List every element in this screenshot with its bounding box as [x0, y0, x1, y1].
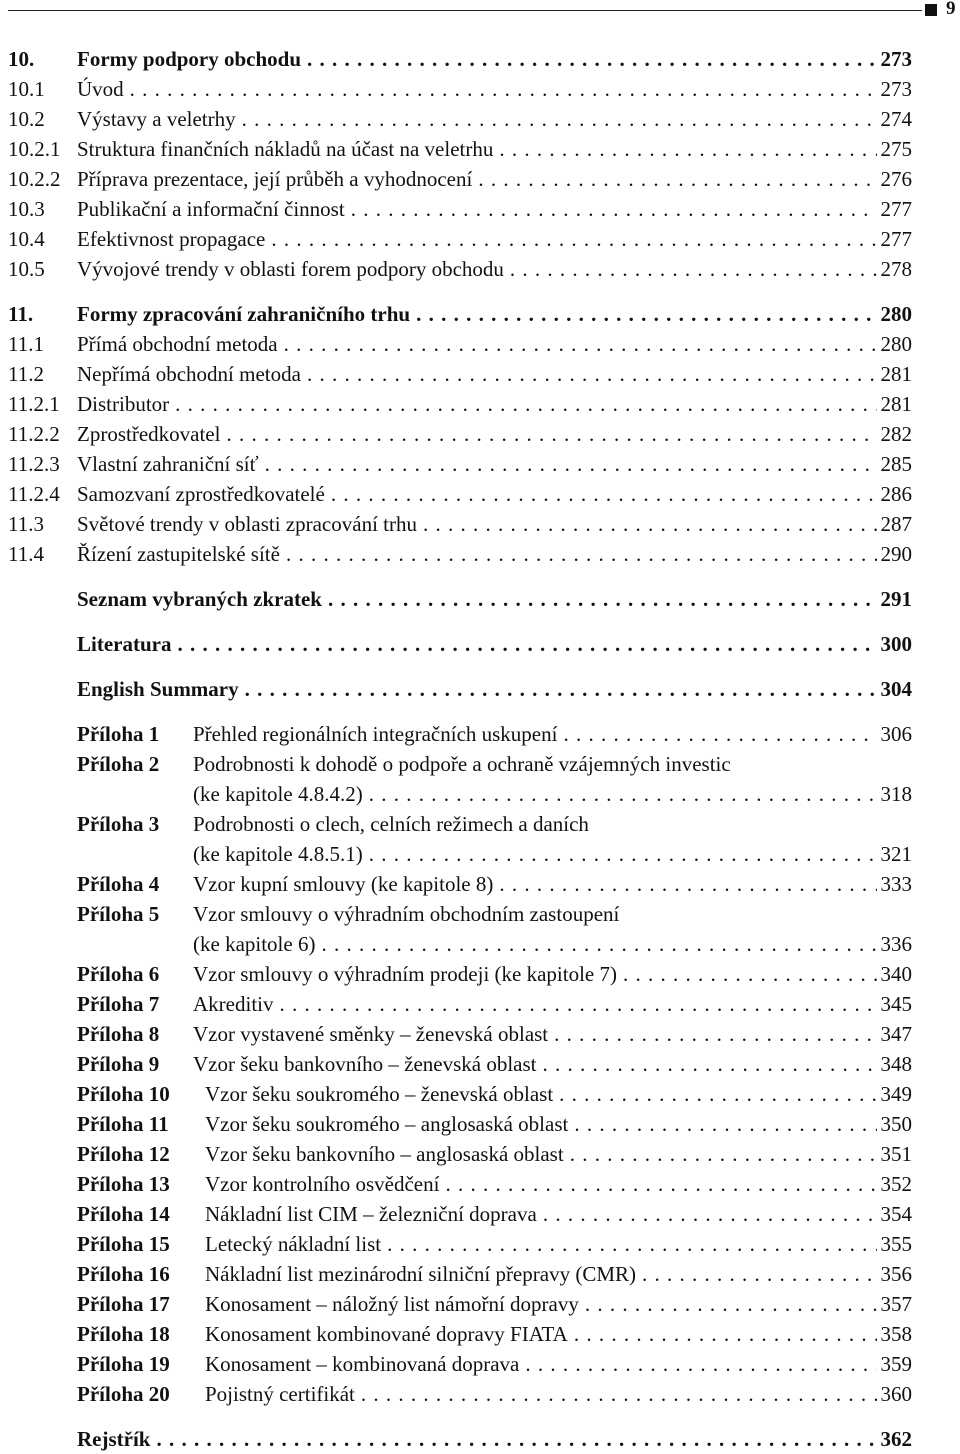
toc-title: Struktura finančních nákladů na účast na veletrhu: [77, 137, 494, 161]
annex-title: Podrobnosti k dohodě o podpoře a ochraně vzájemných investic: [193, 752, 731, 776]
toc-title: Rejstřík: [77, 1427, 151, 1451]
leader-dots: [286, 539, 877, 569]
annex-label: Příloha 4: [77, 872, 160, 896]
toc-page: 355: [880, 1232, 912, 1256]
annex-label: Příloha 2: [77, 752, 160, 776]
toc-annex-5[interactable]: [8, 899, 912, 929]
toc-page: 277: [880, 197, 912, 221]
toc-item[interactable]: [8, 224, 912, 254]
leader-dots: [559, 1079, 876, 1109]
toc-num: 10.: [8, 47, 35, 71]
annex-label: Příloha 19: [77, 1352, 170, 1376]
toc-page: 321: [880, 842, 912, 866]
toc-num: 10.3: [8, 197, 45, 221]
annex-label: Příloha 14: [77, 1202, 170, 1226]
toc-title: Zprostředkovatel: [77, 422, 221, 446]
toc-item[interactable]: [8, 164, 912, 194]
toc-page: 273: [880, 47, 912, 71]
toc-page: 285: [880, 452, 912, 476]
annex-label: Příloha 13: [77, 1172, 170, 1196]
toc-page: 352: [880, 1172, 912, 1196]
toc-page: 281: [880, 362, 912, 386]
toc-annex-6[interactable]: [8, 959, 912, 989]
leader-dots: [642, 1259, 877, 1289]
toc-item[interactable]: [8, 104, 912, 134]
toc-page: 357: [880, 1292, 912, 1316]
toc-page: 300: [880, 632, 912, 656]
toc-num: 11.2: [8, 362, 44, 386]
page-number: 9: [946, 0, 956, 19]
toc-annex-8[interactable]: [8, 1019, 912, 1049]
toc-page: 336: [880, 932, 912, 956]
table-of-contents: [8, 44, 912, 1454]
annex-title: Nákladní list mezinárodní silniční přepravy (CMR): [205, 1262, 636, 1286]
leader-dots: [478, 164, 876, 194]
toc-annex-9[interactable]: [8, 1049, 912, 1079]
toc-item[interactable]: [8, 134, 912, 164]
annex-label: Příloha 8: [77, 1022, 160, 1046]
toc-title: Vývojové trendy v oblasti forem podpory obchodu: [77, 257, 504, 281]
toc-annex-7[interactable]: [8, 989, 912, 1019]
toc-num: 11.2.4: [8, 482, 60, 506]
toc-page: 345: [880, 992, 912, 1016]
toc-abbreviations[interactable]: [8, 584, 912, 614]
toc-title: Formy zpracování zahraničního trhu: [77, 302, 411, 326]
toc-annex-19[interactable]: [8, 1349, 912, 1379]
leader-dots: [361, 1379, 877, 1409]
toc-annex-1[interactable]: [8, 719, 912, 749]
leader-dots: [585, 1289, 877, 1319]
toc-item[interactable]: [8, 419, 912, 449]
toc-title: Formy podpory obchodu: [77, 47, 302, 71]
toc-item[interactable]: [8, 74, 912, 104]
toc-title: Řízení zastupitelské sítě: [77, 542, 280, 566]
leader-dots: [423, 509, 877, 539]
toc-title: Samozvaní zprostředkovatelé: [77, 482, 325, 506]
leader-dots: [307, 359, 877, 389]
header-rule: [8, 10, 922, 11]
leader-dots: [499, 869, 876, 899]
toc-page: 278: [880, 257, 912, 281]
toc-annex-20[interactable]: [8, 1379, 912, 1409]
leader-dots: [499, 134, 876, 164]
toc-chapter-10[interactable]: [8, 44, 912, 74]
annex-label: Příloha 1: [77, 722, 160, 746]
toc-item[interactable]: [8, 254, 912, 284]
toc-item[interactable]: [8, 389, 912, 419]
toc-annex-10[interactable]: [8, 1079, 912, 1109]
toc-num: 10.5: [8, 257, 45, 281]
annex-title: Letecký nákladní list: [205, 1232, 382, 1256]
annex-label: Příloha 5: [77, 902, 160, 926]
leader-dots: [130, 74, 877, 104]
leader-dots: [177, 629, 876, 659]
toc-page: 360: [880, 1382, 912, 1406]
annex-label: Příloha 16: [77, 1262, 170, 1286]
toc-page: 274: [880, 107, 912, 131]
toc-page: 350: [880, 1112, 912, 1136]
toc-annex-2-cont[interactable]: [8, 779, 912, 809]
toc-title: Přímá obchodní metoda: [77, 332, 278, 356]
annex-label: Příloha 7: [77, 992, 160, 1016]
toc-annex-15[interactable]: [8, 1229, 912, 1259]
toc-page: 356: [880, 1262, 912, 1286]
toc-num: 11.: [8, 302, 34, 326]
toc-title: Publikační a informační činnost: [77, 197, 345, 221]
annex-label: Příloha 3: [77, 812, 160, 836]
toc-num: 10.1: [8, 77, 45, 101]
leader-dots: [369, 779, 877, 809]
leader-dots: [543, 1199, 877, 1229]
leader-dots: [271, 224, 876, 254]
toc-num: 10.2: [8, 107, 45, 131]
leader-dots: [265, 449, 877, 479]
annex-title: Vzor šeku soukromého – anglosaská oblast: [205, 1112, 569, 1136]
toc-title: Seznam vybraných zkratek: [77, 587, 322, 611]
leader-dots: [570, 1139, 877, 1169]
leader-dots: [543, 1049, 877, 1079]
leader-dots: [242, 104, 877, 134]
toc-annex-5-cont[interactable]: [8, 929, 912, 959]
toc-page: 273: [880, 77, 912, 101]
toc-num: 11.1: [8, 332, 44, 356]
toc-annex-13[interactable]: [8, 1169, 912, 1199]
toc-item[interactable]: [8, 194, 912, 224]
annex-label: Příloha 9: [77, 1052, 160, 1076]
leader-dots: [307, 44, 876, 74]
toc-annex-12[interactable]: [8, 1139, 912, 1169]
toc-num: 11.4: [8, 542, 44, 566]
toc-num: 10.2.1: [8, 137, 61, 161]
toc-page: 318: [880, 782, 912, 806]
toc-title: Úvod: [77, 77, 124, 101]
toc-page: 348: [880, 1052, 912, 1076]
toc-annex-18[interactable]: [8, 1319, 912, 1349]
annex-continuation: (ke kapitole 6): [193, 932, 316, 956]
toc-title: Příprava prezentace, její průběh a vyhodnocení: [77, 167, 473, 191]
leader-dots: [369, 839, 877, 869]
toc-title: Nepřímá obchodní metoda: [77, 362, 301, 386]
toc-annex-17[interactable]: [8, 1289, 912, 1319]
toc-title: Distributor: [77, 392, 170, 416]
annex-title: Vzor kupní smlouvy (ke kapitole 8): [193, 872, 494, 896]
toc-page: 358: [880, 1322, 912, 1346]
toc-title: English Summary: [77, 677, 239, 701]
leader-dots: [563, 719, 876, 749]
annex-continuation: (ke kapitole 4.8.5.1): [193, 842, 363, 866]
toc-annex-14[interactable]: [8, 1199, 912, 1229]
leader-dots: [156, 1424, 876, 1454]
toc-item[interactable]: [8, 479, 912, 509]
leader-dots: [321, 929, 876, 959]
annex-title: Vzor šeku soukromého – ženevská oblast: [205, 1082, 554, 1106]
toc-page: 277: [880, 227, 912, 251]
toc-page: 290: [880, 542, 912, 566]
annex-title: Vzor smlouvy o výhradním prodeji (ke kapitole 7): [193, 962, 617, 986]
annex-title: Nákladní list CIM – železniční doprava: [205, 1202, 537, 1226]
toc-item[interactable]: [8, 329, 912, 359]
leader-dots: [525, 1349, 876, 1379]
annex-title: Vzor šeku bankovního – ženevská oblast: [193, 1052, 537, 1076]
toc-page: 354: [880, 1202, 912, 1226]
toc-page: 275: [880, 137, 912, 161]
annex-title: Přehled regionálních integračních uskupení: [193, 722, 558, 746]
annex-label: Příloha 6: [77, 962, 160, 986]
toc-page: 362: [880, 1427, 912, 1451]
page-marker-square: [925, 4, 937, 16]
toc-literature[interactable]: [8, 629, 912, 659]
toc-page: 280: [880, 332, 912, 356]
toc-item[interactable]: [8, 449, 912, 479]
toc-item[interactable]: [8, 509, 912, 539]
toc-page: 333: [880, 872, 912, 896]
annex-label: Příloha 11: [77, 1112, 169, 1136]
toc-annex-3[interactable]: [8, 809, 912, 839]
leader-dots: [279, 989, 876, 1019]
annex-label: Příloha 12: [77, 1142, 170, 1166]
leader-dots: [445, 1169, 876, 1199]
leader-dots: [510, 254, 877, 284]
annex-label: Příloha 10: [77, 1082, 170, 1106]
annex-title: Vzor kontrolního osvědčení: [205, 1172, 440, 1196]
toc-page: 280: [880, 302, 912, 326]
leader-dots: [226, 419, 876, 449]
toc-title: Efektivnost propagace: [77, 227, 266, 251]
annex-title: Akreditiv: [193, 992, 274, 1016]
toc-page: 347: [880, 1022, 912, 1046]
annex-label: Příloha 18: [77, 1322, 170, 1346]
toc-title: Literatura: [77, 632, 172, 656]
leader-dots: [245, 674, 877, 704]
toc-page: 351: [880, 1142, 912, 1166]
toc-annex-2[interactable]: [8, 749, 912, 779]
toc-page: 306: [880, 722, 912, 746]
toc-page: 282: [880, 422, 912, 446]
annex-continuation: (ke kapitole 4.8.4.2): [193, 782, 363, 806]
toc-title: Světové trendy v oblasti zpracování trhu: [77, 512, 417, 536]
annex-title: Vzor smlouvy o výhradním obchodním zastoupení: [193, 902, 620, 926]
toc-item[interactable]: [8, 359, 912, 389]
leader-dots: [574, 1319, 877, 1349]
annex-title: Konosament kombinované dopravy FIATA: [205, 1322, 568, 1346]
toc-num: 10.4: [8, 227, 45, 251]
toc-annex-11[interactable]: [8, 1109, 912, 1139]
toc-num: 11.3: [8, 512, 44, 536]
toc-page: 281: [880, 392, 912, 416]
toc-chapter-11[interactable]: [8, 299, 912, 329]
leader-dots: [331, 479, 877, 509]
toc-page: 349: [880, 1082, 912, 1106]
toc-page: 304: [880, 677, 912, 701]
toc-page: 291: [880, 587, 912, 611]
annex-label: Příloha 20: [77, 1382, 170, 1406]
leader-dots: [175, 389, 876, 419]
leader-dots: [554, 1019, 876, 1049]
annex-title: Podrobnosti o clech, celních režimech a daních: [193, 812, 589, 836]
annex-title: Pojistný certifikát: [205, 1382, 355, 1406]
annex-title: Vzor šeku bankovního – anglosaská oblast: [205, 1142, 564, 1166]
toc-page: 286: [880, 482, 912, 506]
toc-title: Výstavy a veletrhy: [77, 107, 236, 131]
leader-dots: [351, 194, 877, 224]
annex-title: Konosament – kombinovaná doprava: [205, 1352, 520, 1376]
toc-page: 276: [880, 167, 912, 191]
toc-num: 11.2.1: [8, 392, 60, 416]
leader-dots: [416, 299, 876, 329]
annex-title: Vzor vystavené směnky – ženevská oblast: [193, 1022, 549, 1046]
toc-page: 359: [880, 1352, 912, 1376]
leader-dots: [623, 959, 877, 989]
annex-label: Příloha 15: [77, 1232, 170, 1256]
leader-dots: [574, 1109, 876, 1139]
annex-title: Konosament – náložný list námořní dopravy: [205, 1292, 579, 1316]
annex-label: Příloha 17: [77, 1292, 170, 1316]
toc-annex-4[interactable]: [8, 869, 912, 899]
toc-index[interactable]: [8, 1424, 912, 1454]
toc-num: 10.2.2: [8, 167, 61, 191]
toc-item[interactable]: [8, 539, 912, 569]
toc-title: Vlastní zahraniční síť: [77, 452, 259, 476]
toc-num: 11.2.2: [8, 422, 60, 446]
toc-annex-3-cont[interactable]: [8, 839, 912, 869]
leader-dots: [328, 584, 877, 614]
toc-page: 287: [880, 512, 912, 536]
toc-num: 11.2.3: [8, 452, 60, 476]
toc-page: 340: [880, 962, 912, 986]
toc-annex-16[interactable]: [8, 1259, 912, 1289]
toc-english-summary[interactable]: [8, 674, 912, 704]
leader-dots: [387, 1229, 876, 1259]
leader-dots: [284, 329, 877, 359]
